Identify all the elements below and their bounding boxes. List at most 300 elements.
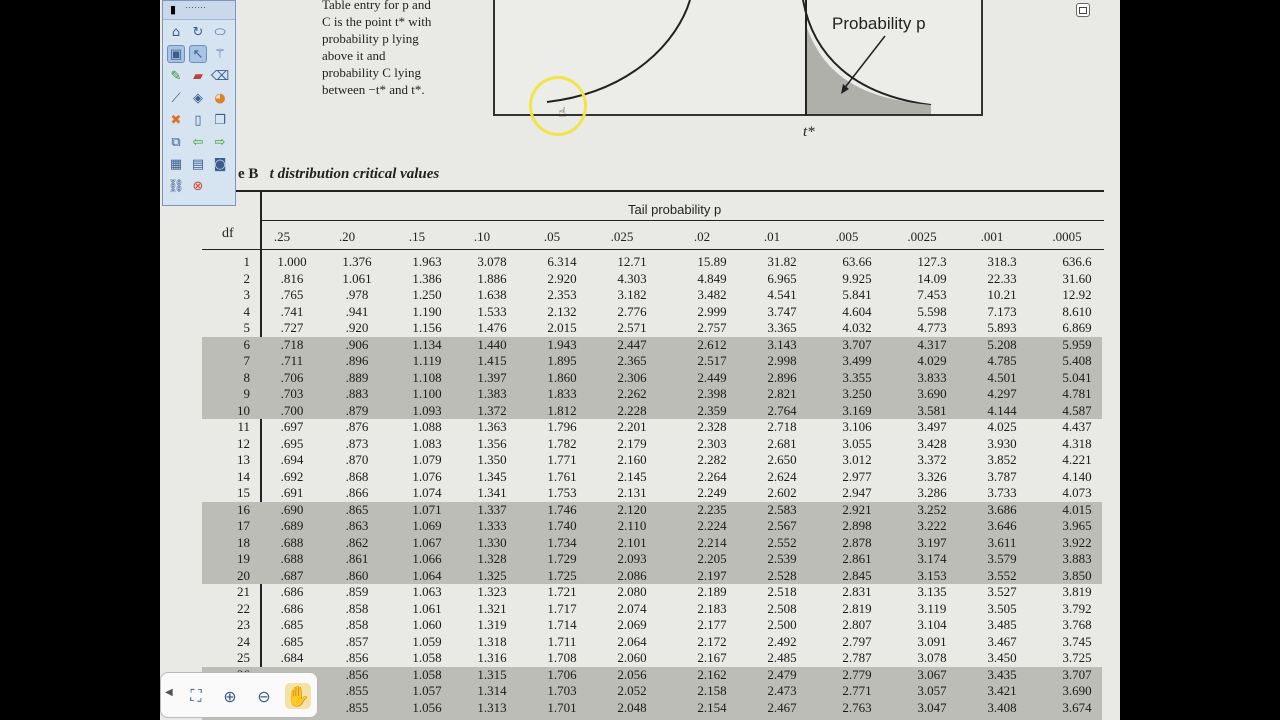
df-cell: 19 (237, 551, 250, 566)
table-cell: 2.473 (767, 683, 797, 698)
table-cell: 2.172 (697, 633, 727, 649)
table-cell: .862 (345, 534, 369, 550)
table-cell: 6.869 (1062, 320, 1092, 335)
column-header: .025 (610, 229, 634, 244)
table-cell: 2.764 (767, 402, 797, 418)
table-cell: 2.398 (697, 386, 727, 401)
table-cell: 1.314 (477, 683, 507, 698)
table-cell: .690 (280, 501, 304, 517)
table-cell: .863 (345, 518, 369, 533)
table-cell: 1.476 (477, 320, 507, 335)
table-cell: 3.787 (987, 468, 1017, 484)
table-caption: Table entry for p and C is the point t* with probability p lying above it and probability C lying between −t* and t*. (322, 0, 432, 97)
table-cell: .865 (345, 501, 369, 517)
table-cell: 3.057 (917, 683, 947, 698)
document-photo (160, 0, 1120, 720)
table-cell: 2.110 (617, 518, 647, 533)
table-cell: 1.315 (477, 666, 507, 682)
table-cell: 2.183 (697, 600, 727, 616)
table-cell: 1.734 (547, 534, 577, 550)
table-cell: 3.408 (987, 699, 1017, 715)
table-cell: 2.583 (767, 501, 797, 517)
table-cell: 2.977 (842, 468, 872, 484)
table-cell: 2.552 (767, 534, 797, 550)
table-cell: 2.093 (617, 551, 647, 566)
table-cell: 2.306 (617, 369, 647, 385)
table-cell: .688 (280, 534, 304, 550)
table-cell: .688 (280, 551, 304, 566)
capture-icon[interactable]: ⧉ (171, 134, 181, 150)
table-cell: 2.154 (697, 699, 727, 715)
df-cell: 7 (243, 353, 250, 368)
df-cell: 17 (237, 518, 250, 533)
table-cell: .861 (345, 551, 369, 566)
table-cell: 1.886 (477, 270, 507, 286)
save-icon[interactable]: ▤ (191, 156, 205, 172)
tail-probability-label: Tail probability p (628, 202, 722, 217)
collapse-arrow-icon[interactable]: ◀ (165, 687, 173, 698)
back-arrow-icon[interactable]: ⇦ (192, 134, 204, 150)
table-cell: .686 (280, 600, 304, 616)
table-cell: 2.197 (697, 567, 727, 583)
table-cell: 7.173 (987, 303, 1017, 319)
fill-icon[interactable]: ◕ (214, 90, 226, 106)
hand-cursor-icon: ☝ (558, 105, 567, 121)
table-cell: 2.845 (842, 567, 872, 583)
table-cell: .689 (280, 518, 304, 533)
highlighter-icon[interactable]: ▰ (193, 68, 203, 84)
df-cell: 24 (237, 633, 250, 649)
table-cell: 4.303 (617, 270, 647, 286)
table-cell: 2.787 (842, 650, 872, 665)
table-cell: 2.303 (697, 435, 727, 451)
table-cell: .860 (345, 567, 369, 583)
table-cell: 2.861 (842, 551, 872, 566)
table-cell: 1.963 (412, 254, 442, 269)
table-cell: .695 (280, 435, 304, 451)
table-cell: 1.796 (547, 419, 577, 434)
table-cell: 2.120 (617, 501, 647, 517)
table-cell: 3.611 (987, 534, 1017, 550)
table-cell: 1.108 (412, 369, 442, 385)
table-cell: 1.061 (342, 270, 372, 286)
zoom-out-icon[interactable]: ⊖ (257, 686, 271, 706)
table-cell: 3.174 (917, 551, 947, 566)
table-cell: 1.328 (477, 551, 507, 566)
table-cell: 2.056 (617, 666, 647, 682)
table-cell: 4.541 (767, 287, 797, 302)
table-cell: .873 (345, 435, 369, 451)
df-cell: 18 (237, 534, 250, 550)
table-cell: 1.363 (477, 419, 507, 434)
column-header: .0025 (907, 229, 937, 244)
fit-to-screen-icon[interactable]: ⛶ (190, 686, 202, 705)
df-cell: 15 (237, 485, 250, 500)
table-cell: 3.252 (917, 501, 947, 517)
camera-icon[interactable]: ◙ (213, 156, 227, 172)
table-cell: 3.169 (842, 402, 872, 418)
df-cell: 11 (237, 419, 250, 434)
table-cell: 1.059 (412, 633, 442, 649)
pointer-icon[interactable]: ↖ (189, 45, 207, 63)
table-cell: 2.249 (697, 485, 727, 500)
toolbar-header[interactable] (163, 1, 235, 20)
table-cell: .703 (280, 386, 304, 401)
table-cell: 1.386 (412, 270, 442, 286)
table-cell: 2.235 (697, 501, 727, 517)
table-cell: 3.745 (1062, 633, 1092, 649)
table-cell: 636.6 (1062, 254, 1092, 269)
table-cell: .978 (345, 287, 369, 302)
table-cell: 22.33 (987, 270, 1017, 286)
delete-icon[interactable]: ✖ (170, 112, 182, 128)
table-cell: 1.812 (547, 402, 577, 418)
table-cell: 3.450 (987, 650, 1017, 665)
magic-wand-icon[interactable]: ⚚ (214, 46, 226, 62)
table-cell: 1.725 (547, 567, 577, 583)
table-cell: 2.449 (697, 369, 727, 385)
table-cell: 1.341 (477, 485, 507, 500)
table-cell: 3.012 (842, 452, 872, 467)
table-cell: 2.179 (617, 435, 647, 451)
table-cell: 3.078 (477, 254, 507, 269)
table-cell: 3.467 (987, 633, 1017, 649)
table-cell: 5.208 (987, 336, 1017, 352)
table-cell: 2.177 (697, 617, 727, 632)
line-icon[interactable]: ⟋ (171, 90, 181, 106)
table-cell: 1.345 (477, 468, 507, 484)
table-cell: 3.106 (842, 419, 872, 434)
table-cell: 2.224 (697, 518, 727, 533)
table-cell: 2.571 (617, 320, 647, 335)
df-cell: 21 (237, 584, 250, 599)
toolbar-grip-icon[interactable]: ▮ (169, 2, 177, 16)
table-cell: 4.032 (842, 320, 872, 335)
table-cell: 3.747 (767, 303, 797, 319)
table-cell: 1.060 (412, 617, 442, 632)
table-cell: .857 (345, 633, 369, 649)
table-title (238, 166, 439, 183)
table-cell: 3.819 (1062, 584, 1092, 599)
table-cell: .868 (345, 468, 369, 484)
t-star-label: t* (803, 124, 815, 140)
table-cell: 3.768 (1062, 617, 1092, 632)
table-cell: 3.497 (917, 419, 947, 434)
table-cell: 3.686 (987, 501, 1017, 517)
table-cell: 2.612 (697, 336, 727, 352)
table-cell: 1.093 (412, 402, 442, 418)
table-cell: 2.681 (767, 435, 797, 451)
table-cell: .685 (280, 633, 304, 649)
table-cell: .859 (345, 584, 369, 599)
table-cell: .816 (280, 270, 304, 286)
table-cell: 1.119 (412, 353, 442, 368)
link-icon[interactable]: ⛓ (167, 178, 185, 194)
hand-pan-icon[interactable]: ✋ (285, 684, 311, 708)
table-cell: 2.776 (617, 303, 647, 319)
table-cell: 1.325 (477, 567, 507, 583)
table-cell: 1.711 (547, 633, 577, 649)
table-cell: 3.646 (987, 518, 1017, 533)
table-cell: 1.397 (477, 369, 507, 385)
table-cell: 1.061 (412, 600, 442, 616)
table-cell: 1.761 (547, 468, 577, 484)
table-cell: 2.048 (617, 699, 647, 715)
home-icon[interactable]: ⌂ (171, 24, 181, 40)
table-cell: 3.581 (917, 402, 947, 418)
table-cell: 1.333 (477, 518, 507, 533)
table-title-prefix: e B (238, 166, 259, 182)
table-cell: 2.779 (842, 666, 872, 682)
table-cell: 1.056 (412, 699, 442, 715)
table-cell: 4.318 (1062, 435, 1092, 451)
table-cell: .700 (280, 402, 304, 418)
table-cell: 2.821 (767, 386, 797, 401)
table-cell: 3.833 (917, 369, 947, 385)
table-cell: 3.326 (917, 468, 947, 484)
table-cell: 2.898 (842, 518, 872, 533)
table-cell: .858 (345, 600, 369, 616)
table-cell: 3.850 (1062, 567, 1092, 583)
table-cell: 1.250 (412, 287, 442, 302)
redo-icon[interactable]: ↻ (192, 24, 204, 40)
table-cell: 2.060 (617, 650, 647, 665)
table-cell: 1.316 (477, 650, 507, 665)
table-cell: .883 (345, 386, 369, 401)
df-cell: 1 (243, 254, 250, 269)
table-cell: 7.453 (917, 287, 947, 302)
df-cell: 12 (237, 435, 250, 451)
table-cell: 2.359 (697, 402, 727, 418)
table-cell: 1.083 (412, 435, 442, 451)
table-cell: 3.707 (1062, 666, 1092, 682)
mouse-icon[interactable]: ⬭ (214, 24, 226, 40)
table-cell: 12.71 (617, 254, 647, 269)
table-cell: 8.610 (1062, 303, 1092, 319)
table-cell: 3.485 (987, 617, 1017, 632)
df-cell: 25 (237, 650, 250, 665)
table-cell: .866 (345, 485, 369, 500)
df-cell: 3 (243, 287, 250, 302)
table-cell: 2.069 (617, 617, 647, 632)
table-cell: 2.539 (767, 551, 797, 566)
page-icon[interactable]: ▯ (194, 112, 202, 128)
table-cell: 2.896 (767, 369, 797, 385)
table-cell: 1.319 (477, 617, 507, 632)
table-icon[interactable]: ▦ (169, 156, 183, 172)
table-cell: 4.785 (987, 353, 1017, 368)
table-cell: 1.376 (342, 254, 372, 269)
table-cell: .687 (280, 567, 304, 583)
table-cell: 2.878 (842, 534, 872, 550)
table-cell: 3.690 (917, 386, 947, 401)
table-cell: .685 (280, 617, 304, 632)
df-cell: 16 (237, 501, 250, 517)
table-cell: 3.965 (1062, 518, 1092, 533)
table-cell: 2.650 (767, 452, 797, 467)
shape-icon[interactable]: ◈ (193, 90, 203, 106)
table-cell: 1.323 (477, 584, 507, 599)
zoom-in-icon[interactable]: ⊕ (223, 686, 237, 706)
table-cell: 1.721 (547, 584, 577, 599)
table-cell: 2.757 (697, 320, 727, 335)
column-header: .25 (273, 229, 291, 244)
table-cell: .879 (345, 402, 369, 418)
table-cell: 1.318 (477, 633, 507, 649)
table-cell: 3.355 (842, 369, 872, 385)
table-cell: 4.773 (917, 320, 947, 335)
table-cell: 4.501 (987, 369, 1017, 385)
table-title-text: t distribution critical values (269, 166, 440, 182)
table-cell: 2.052 (617, 683, 647, 698)
df-cell: 5 (243, 320, 250, 335)
select-icon[interactable]: ▣ (167, 45, 185, 63)
table-cell: 5.959 (1062, 336, 1092, 352)
table-cell: 1.321 (477, 600, 507, 616)
table-cell: 2.624 (767, 468, 797, 484)
probability-label: Probability p (832, 14, 926, 33)
table-cell: .856 (345, 666, 369, 682)
df-cell: 8 (243, 369, 250, 385)
table-cell: 1.740 (547, 518, 577, 533)
header-rule (202, 249, 1104, 250)
zoom-toolbar[interactable] (160, 672, 318, 718)
table-cell: 4.221 (1062, 452, 1092, 467)
table-cell: 6.965 (767, 270, 797, 286)
table-cell: 1.058 (412, 650, 442, 665)
table-cell: 1.000 (277, 254, 307, 269)
table-cell: 1.076 (412, 468, 442, 484)
table-cell: 1.064 (412, 567, 442, 583)
table-cell: 2.214 (697, 534, 727, 550)
table-cell: 2.145 (617, 468, 647, 484)
table-cell: 2.132 (547, 303, 577, 319)
table-cell: 2.807 (842, 617, 872, 632)
table-cell: 2.262 (617, 386, 647, 401)
table-cell: 1.134 (412, 336, 442, 352)
table-cell: 5.893 (987, 320, 1017, 335)
table-cell: 1.350 (477, 452, 507, 467)
df-cell: 20 (237, 567, 250, 583)
table-cell: 1.100 (412, 386, 442, 401)
table-cell: 3.883 (1062, 551, 1092, 566)
table-cell: 3.222 (917, 518, 947, 533)
column-header: .05 (543, 229, 561, 244)
table-cell: 1.074 (412, 485, 442, 500)
table-cell: 2.328 (697, 419, 727, 434)
table-cell: 1.703 (547, 683, 577, 698)
table-cell: .727 (280, 320, 304, 335)
table-cell: 3.365 (767, 320, 797, 335)
column-header: .005 (835, 229, 859, 244)
table-cell: 5.041 (1062, 369, 1092, 385)
table-cell: 2.797 (842, 633, 872, 649)
table-cell: .941 (345, 303, 369, 319)
table-cell: .920 (345, 320, 369, 335)
table-cell: .686 (280, 584, 304, 599)
table-cell: .692 (280, 468, 304, 484)
restore-window-button[interactable] (1076, 3, 1090, 17)
table-cell: 1.833 (547, 386, 577, 401)
table-cell: 14.09 (917, 270, 947, 286)
table-cell: 1.356 (477, 435, 507, 451)
df-header: df (222, 226, 234, 241)
table-cell: 1.337 (477, 501, 507, 517)
pages-icon[interactable]: ❐ (214, 112, 226, 128)
table-cell: 2.528 (767, 567, 797, 583)
table-cell: 1.860 (547, 369, 577, 385)
eraser-icon[interactable]: ⌫ (210, 68, 230, 84)
df-cell: 10 (237, 402, 250, 418)
table-cell: 31.82 (767, 254, 797, 269)
table-cell: 2.086 (617, 567, 647, 583)
table-cell: 2.508 (767, 600, 797, 616)
table-cell: .889 (345, 369, 369, 385)
column-header: .10 (473, 229, 491, 244)
table-cell: 1.066 (412, 551, 442, 566)
table-cell: 2.517 (697, 353, 727, 368)
table-cell: 2.947 (842, 485, 872, 500)
tail-rule (260, 220, 1104, 221)
close-icon[interactable]: ⊗ (192, 178, 204, 194)
df-cell: 23 (237, 617, 250, 632)
table-cell: 3.852 (987, 452, 1017, 467)
table-cell: 15.89 (697, 254, 727, 269)
table-cell: 2.998 (767, 353, 797, 368)
table-cell: 3.792 (1062, 600, 1092, 616)
table-cell: 1.079 (412, 452, 442, 467)
table-cell: 1.063 (412, 584, 442, 599)
table-cell: 3.421 (987, 683, 1017, 698)
table-cell: 1.069 (412, 518, 442, 533)
table-cell: 1.895 (547, 353, 577, 368)
table-cell: .741 (280, 303, 304, 319)
pen-icon[interactable]: ✎ (170, 68, 182, 84)
table-cell: 2.479 (767, 666, 797, 682)
table-cell: 3.104 (917, 617, 947, 632)
table-cell: 3.552 (987, 567, 1017, 583)
df-cell: 2 (243, 270, 250, 286)
table-cell: 2.920 (547, 270, 577, 286)
table-cell: 127.3 (917, 254, 947, 269)
table-cell: 4.144 (987, 402, 1017, 418)
table-cell: 4.029 (917, 353, 947, 368)
table-cell: 4.317 (917, 336, 947, 352)
annotation-toolbar[interactable] (162, 0, 236, 206)
table-cell: 4.849 (697, 270, 727, 286)
table-cell: 4.140 (1062, 468, 1092, 484)
table-cell: 1.729 (547, 551, 577, 566)
table-cell: 3.372 (917, 452, 947, 467)
column-header: .20 (338, 229, 356, 244)
table-cell: 1.057 (412, 683, 442, 698)
table-cell: 1.330 (477, 534, 507, 550)
table-cell: 5.841 (842, 287, 872, 302)
table-cell: 1.714 (547, 617, 577, 632)
table-cell: 9.925 (842, 270, 872, 286)
table-cell: 2.228 (617, 402, 647, 418)
column-header: .01 (763, 229, 781, 244)
table-cell: 2.365 (617, 353, 647, 368)
table-cell: 1.088 (412, 419, 442, 434)
forward-arrow-icon[interactable]: ⇨ (214, 134, 226, 150)
df-cell: 4 (243, 303, 250, 319)
table-cell: 1.746 (547, 501, 577, 517)
table-cell: .906 (345, 336, 369, 352)
table-cell: 1.156 (412, 320, 442, 335)
table-cell: .697 (280, 419, 304, 434)
table-cell: 2.201 (617, 419, 647, 434)
